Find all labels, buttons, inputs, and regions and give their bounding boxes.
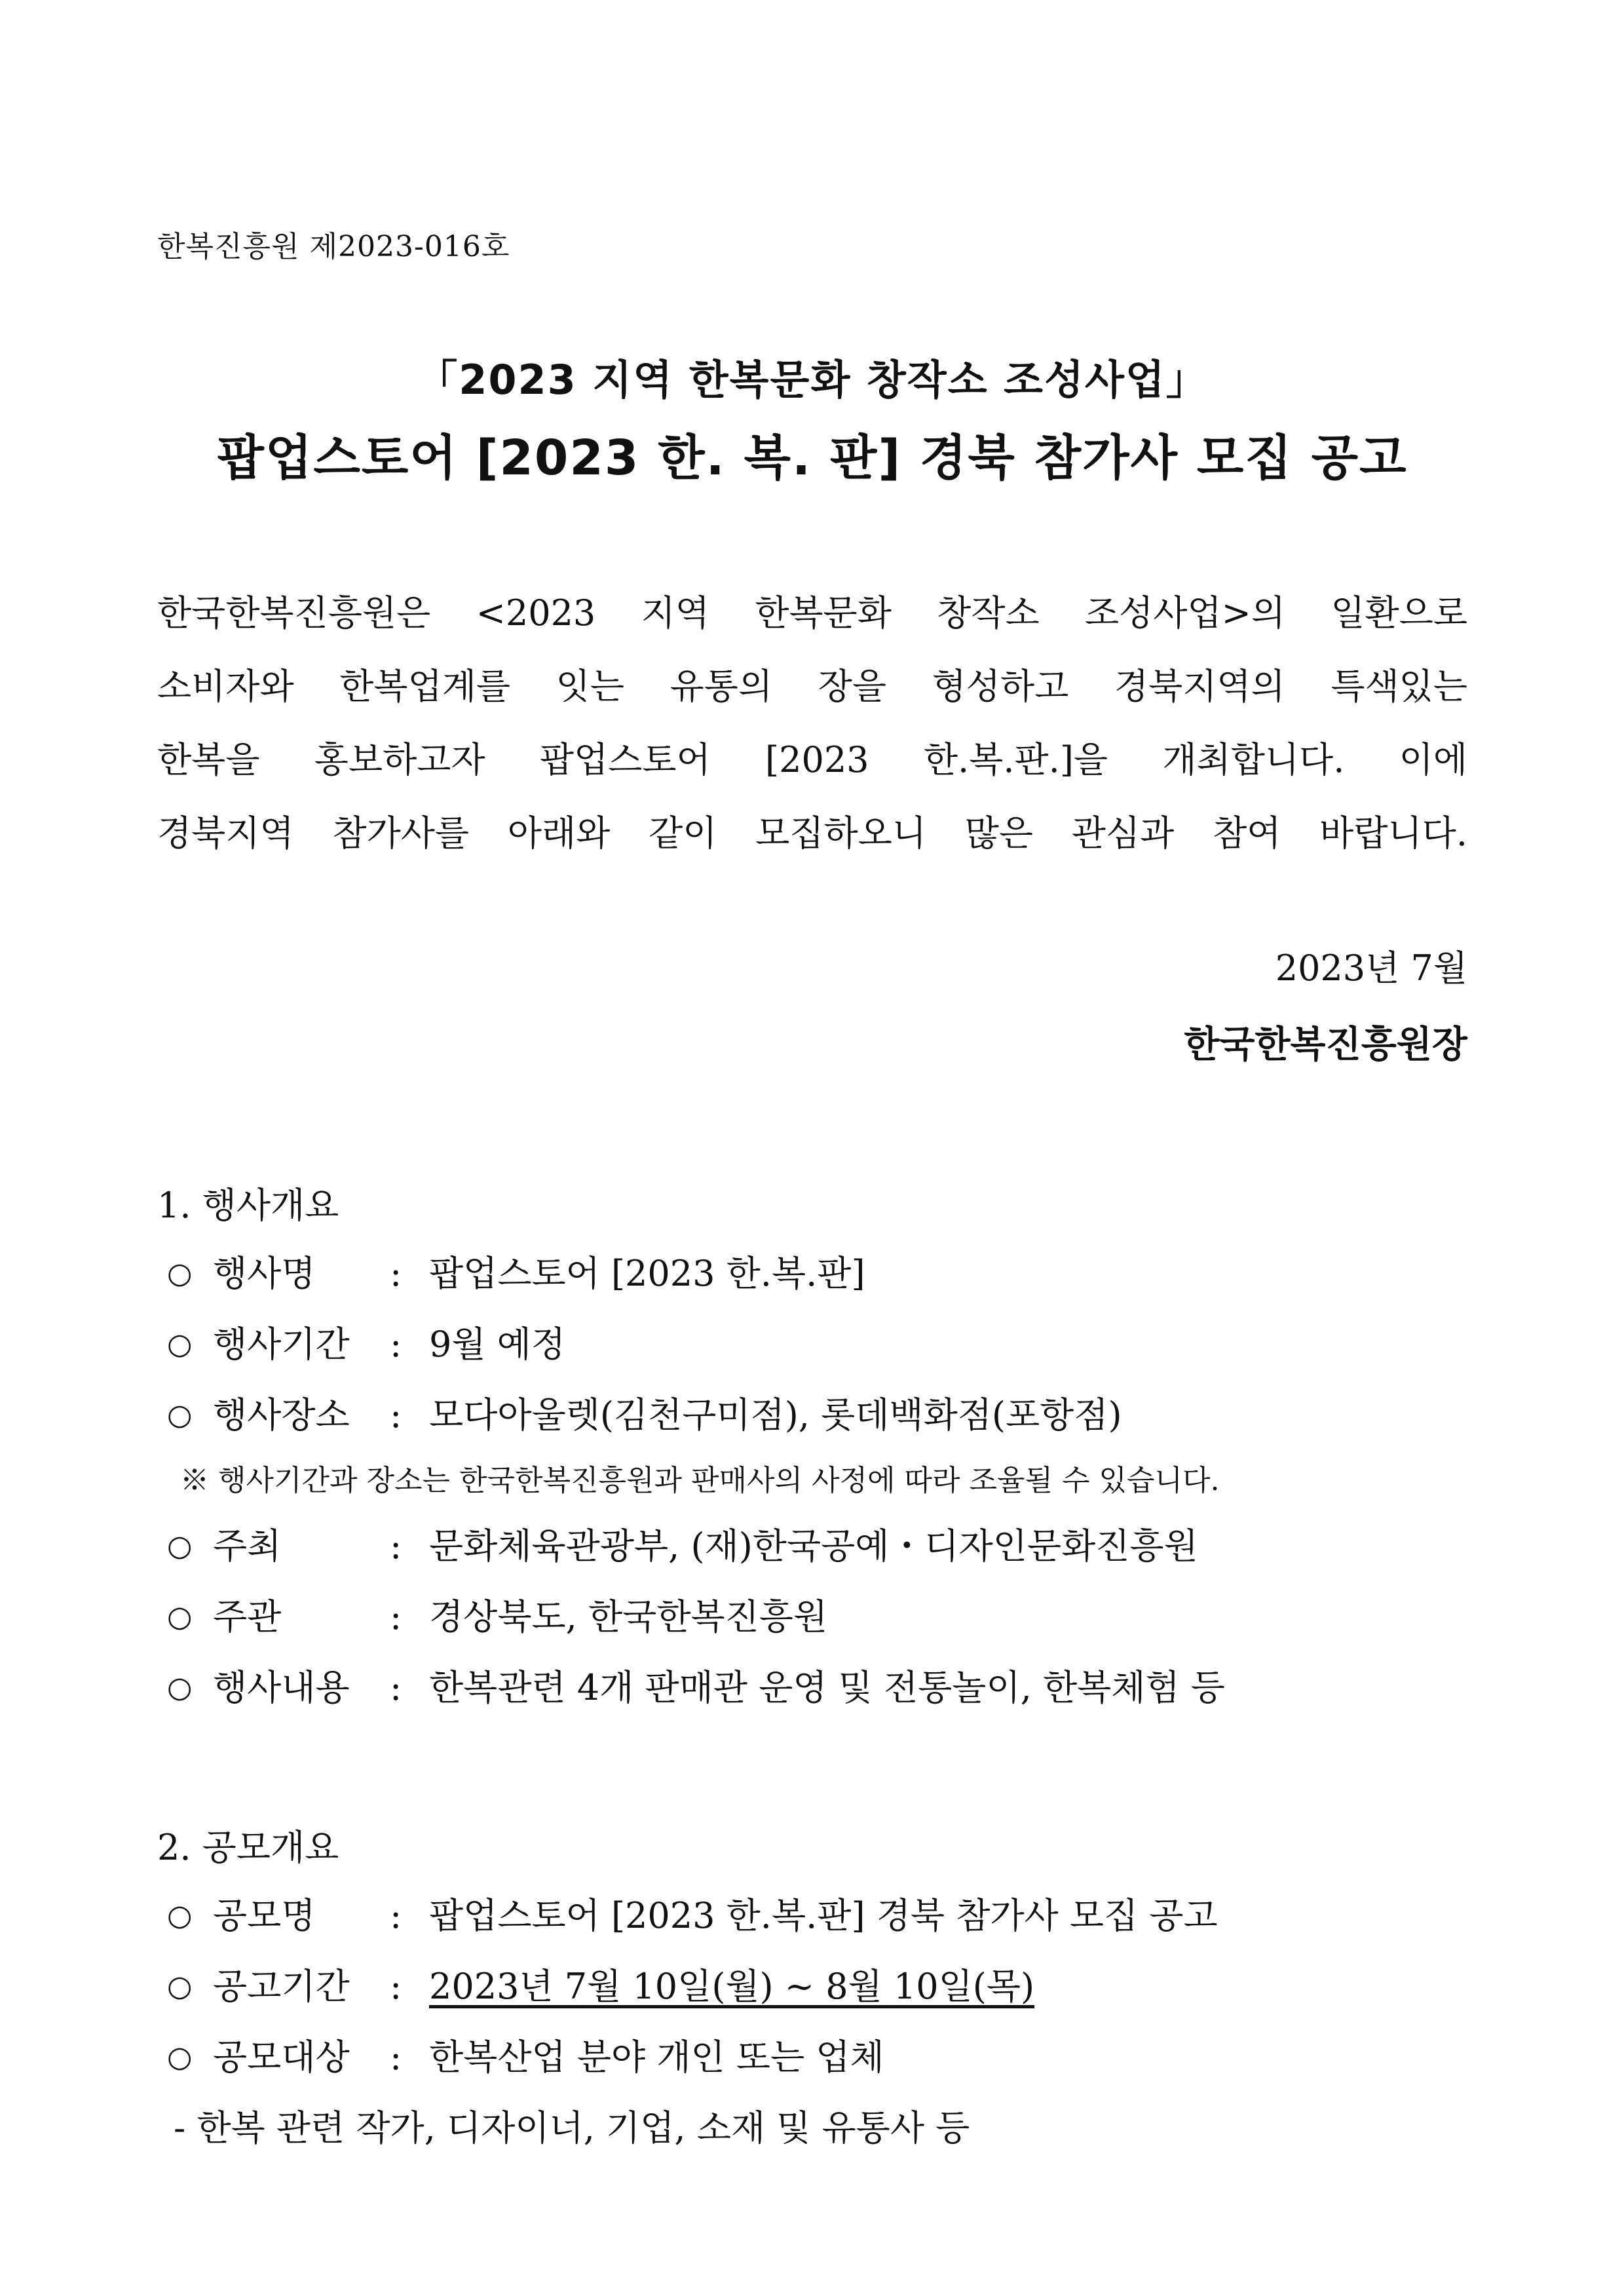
colon: : [390, 1525, 402, 1567]
schedule-note: ※ 행사기간과 장소는 한국한복진흥원과 판매사의 사정에 따라 조율될 수 있습니다. [180, 1464, 1220, 1497]
item-value: 팝업스토어 [2023 한.복.판] 경북 참가사 모집 공고 [429, 1895, 1218, 1936]
item-value: 한복관련 4개 판매관 운영 및 전통놀이, 한복체험 등 [429, 1667, 1225, 1708]
list-item [157, 1653, 1467, 1723]
bullet-icon: ○ [167, 1328, 193, 1361]
application-period-value: 2023년 7월 10일(월) ~ 8월 10일(목) [429, 1966, 1035, 2007]
item-label: 주관 [213, 1596, 282, 1637]
issuer-name: 한국한복진흥원장 [1184, 1024, 1467, 1066]
section-heading: 1. 행사개요 [157, 1185, 339, 1226]
section-heading: 2. 공모개요 [157, 1827, 339, 1868]
list-item [157, 1951, 1467, 2022]
item-label: 공고기간 [213, 1966, 350, 2007]
intro-line: 한복을 홍보하고자 팝업스토어 [2023 한.복.판.]을 개최합니다. 이에 [157, 739, 1467, 780]
document-page [157, 0, 1467, 2296]
title-line-1: 「2023 지역 한복문화 창작소 조성사업」 [417, 356, 1208, 404]
item-label: 공모명 [213, 1895, 316, 1936]
bullet-icon: ○ [167, 1970, 193, 2003]
section-call-overview [157, 1815, 1467, 2164]
item-value: 한복산업 분야 개인 또는 업체 [429, 2037, 884, 2078]
colon: : [390, 1324, 402, 1365]
list-item [157, 2022, 1467, 2093]
colon: : [390, 1394, 402, 1436]
list-item [157, 1380, 1467, 1451]
announcement-date: 2023년 7월 [1275, 947, 1467, 989]
colon: : [390, 2037, 402, 2078]
item-value: 경상북도, 한국한복진흥원 [429, 1596, 828, 1637]
bullet-icon: ○ [167, 1899, 193, 1932]
bullet-icon: ○ [167, 2040, 193, 2074]
intro-line: 소비자와 한복업계를 잇는 유통의 장을 형성하고 경북지역의 특색있는 [157, 666, 1467, 707]
colon: : [390, 1667, 402, 1708]
list-item [157, 1238, 1467, 1309]
item-label: 행사기간 [213, 1324, 350, 1365]
item-label: 공모대상 [213, 2037, 350, 2078]
item-label: 행사장소 [213, 1394, 350, 1436]
bullet-icon: ○ [167, 1398, 193, 1432]
bullet-icon: ○ [167, 1529, 193, 1563]
list-item [157, 1511, 1467, 1582]
title-line-2: 팝업스토어 [2023 한. 복. 판] 경북 참가사 모집 공고 [217, 430, 1408, 486]
colon: : [390, 1253, 402, 1294]
eligible-applicants-detail: - 한복 관련 작가, 디자이너, 기업, 소재 및 유통사 등 [174, 2107, 970, 2149]
item-value: 모다아울렛(김천구미점), 롯데백화점(포항점) [429, 1394, 1122, 1436]
list-item [157, 1309, 1467, 1380]
item-label: 행사명 [213, 1253, 316, 1294]
item-label: 행사내용 [213, 1667, 350, 1708]
colon: : [390, 1966, 402, 2007]
intro-line: 경북지역 참가사를 아래와 같이 모집하오니 많은 관심과 참여 바랍니다. [157, 813, 1467, 854]
section-event-overview [157, 1173, 1467, 1723]
colon: : [390, 1895, 402, 1936]
intro-paragraph [157, 577, 1467, 870]
intro-line: 한국한복진흥원은 <2023 지역 한복문화 창작소 조성사업>의 일환으로 [157, 592, 1467, 634]
item-label: 주최 [213, 1525, 282, 1567]
bullet-icon: ○ [167, 1600, 193, 1634]
item-value: 팝업스토어 [2023 한.복.판] [429, 1253, 865, 1294]
document-number: 한복진흥원 제2023-016호 [157, 230, 510, 263]
item-value: 문화체육관광부, (재)한국공예・디자인문화진흥원 [429, 1525, 1198, 1567]
item-value: 9월 예정 [429, 1324, 566, 1365]
list-item [157, 1582, 1467, 1653]
bullet-icon: ○ [167, 1257, 193, 1290]
list-item [157, 1881, 1467, 1951]
bullet-icon: ○ [167, 1671, 193, 1704]
colon: : [390, 1596, 402, 1637]
